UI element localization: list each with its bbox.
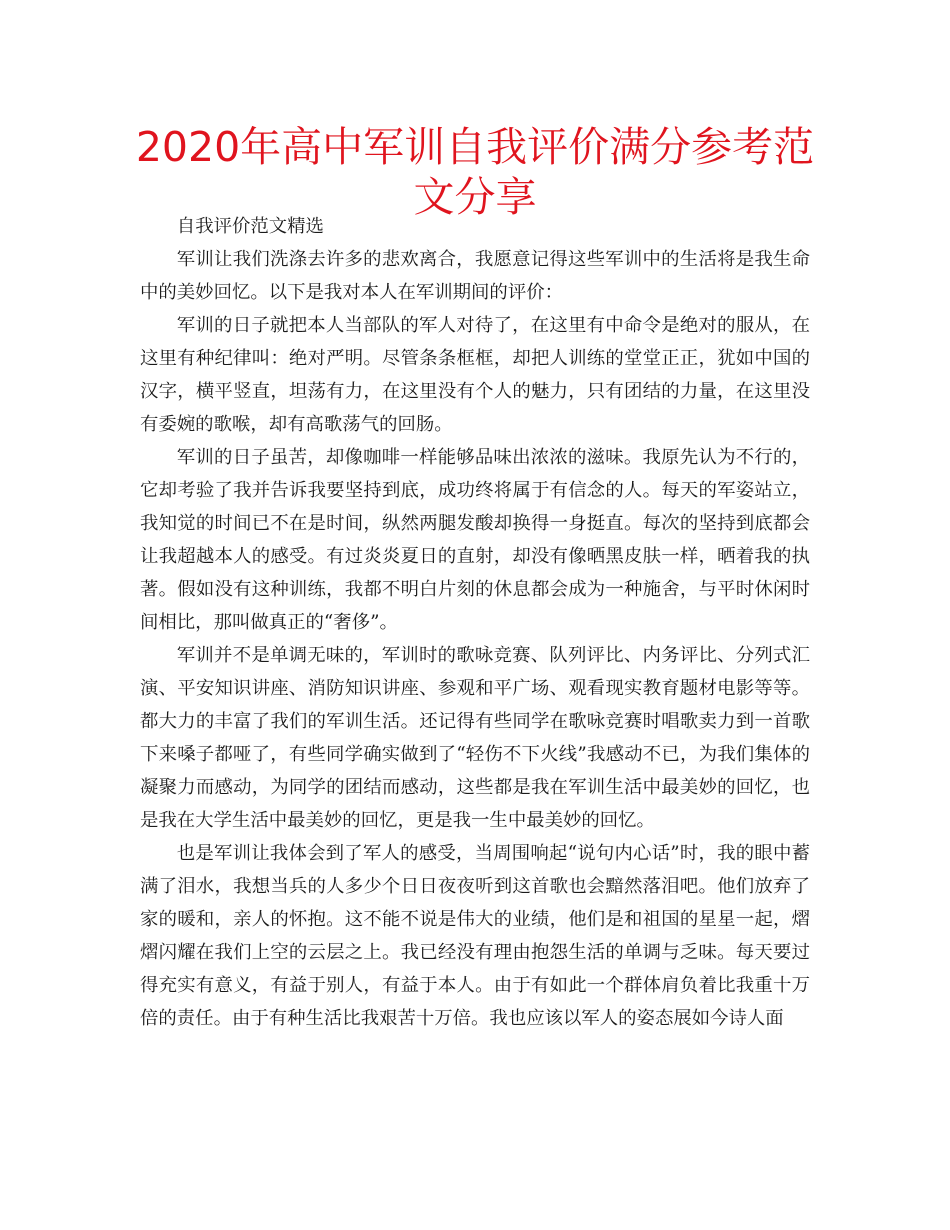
document-body	[140, 210, 810, 1035]
paragraph: 军训并不是单调无味的，军训时的歌咏竞赛、队列评比、内务评比、分列式汇演、平安知识讲座、消防知识讲座、参观和平广场、观看现实教育题材电影等等。都大力的丰富了我们的军训生活。还记得有些同学在歌咏竞赛时唱歌卖力到一首歌下来嗓子都哑了，有些同学确实做到了“轻伤不下火线”我感动不已，为我们集体的凝聚力而感动，为同学的团结而感动，这些都是我在军训生活中最美妙的回忆，也是我在大学生活中最美妙的回忆，更是我一生中最美妙的回忆。	[140, 645, 810, 831]
paragraph: 军训让我们洗涤去许多的悲欢离合，我愿意记得这些军训中的生活将是我生命中的美妙回忆。以下是我对本人在军训期间的评价：	[140, 249, 810, 303]
paragraph: 也是军训让我体会到了军人的感受，当周围响起“说句内心话”时，我的眼中蓄满了泪水，我想当兵的人多少个日日夜夜听到这首歌也会黯然落泪吧。他们放弃了家的暖和，亲人的怀抱。这不能不说是伟大的业绩，他们是和祖国的星星一起，熠熠闪耀在我们上空的云层之上。我已经没有理由抱怨生活的单调与乏味。每天要过得充实有意义，有益于别人，有益于本人。由于有如此一个群体肩负着比我重十万倍的责任。由于有种生活比我艰苦十万倍。我也应该以军人的姿态展如今诗人面	[140, 843, 810, 1029]
document-title: 2020年高中军训自我评价满分参考范文分享	[135, 123, 815, 221]
section-heading: 自我评价范文精选	[176, 216, 324, 237]
paragraph: 军训的日子就把本人当部队的军人对待了，在这里有中命令是绝对的服从，在这里有种纪律叫：绝对严明。尽管条条框框，却把人训练的堂堂正正，犹如中国的汉字，横平竖直，坦荡有力，在这里没有个人的魅力，只有团结的力量，在这里没有委婉的歌喉，却有高歌荡气的回肠。	[140, 315, 810, 435]
paragraph: 军训的日子虽苦，却像咖啡一样能够品味出浓浓的滋味。我原先认为不行的，它却考验了我并告诉我要坚持到底，成功终将属于有信念的人。每天的军姿站立，我知觉的时间已不在是时间，纵然两腿发酸却换得一身挺直。每次的坚持到底都会让我超越本人的感受。有过炎炎夏日的直射，却没有像晒黑皮肤一样，晒着我的执著。假如没有这种训练，我都不明白片刻的休息都会成为一种施舍，与平时休闲时间相比，那叫做真正的“奢侈”。	[140, 447, 810, 633]
